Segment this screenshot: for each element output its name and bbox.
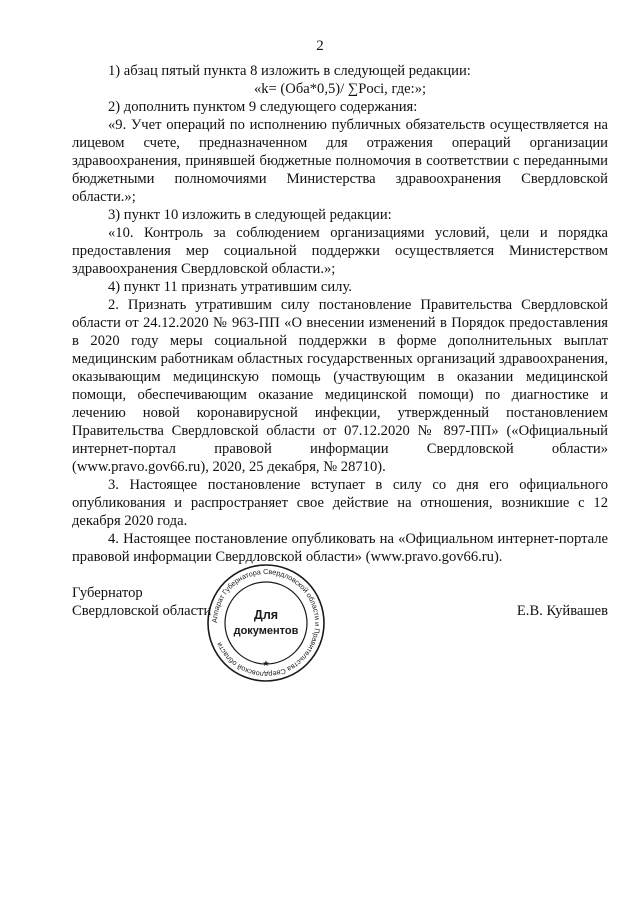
signatory-name: Е.В. Куйвашев	[516, 603, 608, 619]
paragraph-item-3: 3) пункт 10 изложить в следующей редакции:	[108, 207, 392, 223]
paragraph-section-3: 3. Настоящее постановление вступает в силу со дня его официального опубликования и распространяет свое действие на отношения, возникшие с 12 декабря 2020 года.	[72, 477, 608, 529]
document-body	[72, 62, 608, 566]
paragraph-item-2: 2) дополнить пунктом 9 следующего содержания:	[108, 99, 418, 115]
paragraph-section-2: 2. Признать утратившим силу постановление Правительства Свердловской области от 24.12.2020 № 963-ПП «О внесении изменений в Порядок предоставления в 2020 году меры социальной поддержки в форме дополнительных выплат медицинским работникам областных государственных организаций здравоохранения, оказывающим медицинскую помощь (участвующим в оказании медицинской помощи, обеспечивающим оказание медицинской помощи) по диагностике и лечению новой коронавирусной инфекции, утвержденный постановлением Правительства Свердловской области от 07.12.2020 № 897-ПП» («Официальный интернет-портал правовой информации Свердловской области» (www.pravo.gov66.ru), 2020, 25 декабря, № 28710).	[72, 297, 608, 475]
signature-title-line-2: Свердловской области	[72, 603, 212, 619]
paragraph-clause-9: «9. Учет операций по исполнению публичных обязательств осуществляется на лицевом счете, предназначенном для отражения операций организации здравоохранения, принявшей бюджетные полномочия в соответствии с переданными бюджетными полномочиями Министерства здравоохранения Свердловской области.»;	[72, 117, 608, 205]
signature-block	[72, 584, 608, 620]
stamp-center-line-2: документов	[233, 625, 299, 637]
signature-title-line-1: Губернатор	[72, 585, 143, 601]
stamp-star-icon: ★	[262, 659, 270, 668]
stamp-inner-ring	[225, 582, 307, 664]
paragraph-item-4: 4) пункт 11 признать утратившим силу.	[108, 279, 352, 295]
paragraph-section-4: 4. Настоящее постановление опубликовать на «Официальном интернет-портале правовой информации Свердловской области» (www.pravo.gov66.ru).	[72, 531, 608, 565]
formula-line: «k= (Оба*0,5)/ ∑Pоci, где:»;	[253, 81, 427, 97]
stamp-center-line-1: Для	[253, 608, 279, 622]
paragraph-clause-10: «10. Контроль за соблюдением организациями условий, цели и порядка предоставления мер социальной поддержки осуществляется Министерством здравоохранения Свердловской области.»;	[72, 225, 608, 277]
official-stamp	[205, 562, 327, 684]
paragraph-item-1: 1) абзац пятый пункта 8 изложить в следующей редакции:	[108, 63, 471, 79]
stamp-ring-text: Аппарат Губернатора Свердловской области и Правительства Свердловской области	[209, 566, 323, 680]
page-number: 2	[316, 38, 324, 54]
